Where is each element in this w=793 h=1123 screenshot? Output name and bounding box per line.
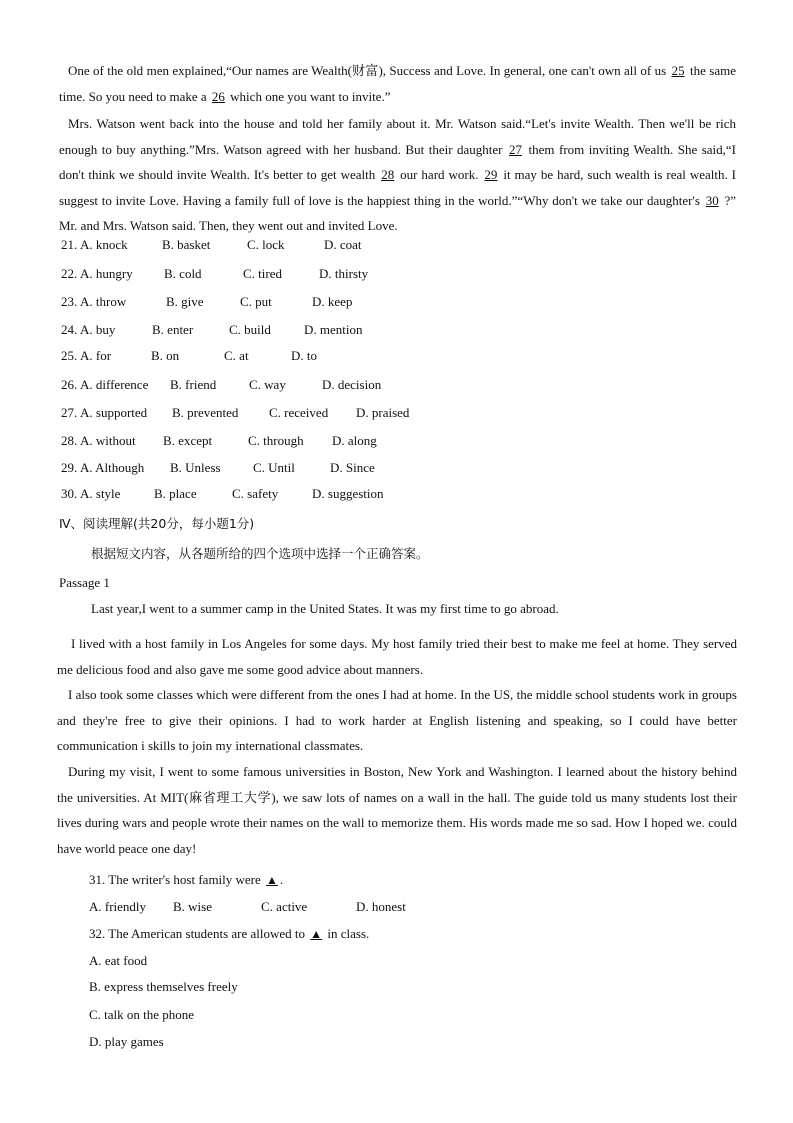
question-number: 29. bbox=[61, 460, 78, 475]
option-c[interactable]: C. way bbox=[249, 377, 286, 392]
section-heading: Ⅳ、阅读理解(共20分，每小题1分) bbox=[59, 516, 255, 531]
option-d[interactable]: D. Since bbox=[330, 460, 375, 475]
option-a[interactable]: A. eat food bbox=[89, 953, 148, 968]
option-d[interactable]: D. decision bbox=[322, 377, 382, 392]
option-a[interactable]: A. difference bbox=[80, 377, 149, 392]
option-a[interactable]: A. buy bbox=[80, 322, 116, 337]
passage-label: Passage 1 bbox=[59, 575, 110, 590]
question-number: 25. bbox=[61, 348, 78, 363]
option-a[interactable]: A. knock bbox=[80, 237, 128, 252]
option-c[interactable]: C. lock bbox=[247, 237, 285, 252]
question-text: 32. The American students are allowed to bbox=[89, 926, 306, 941]
question-32-stem bbox=[89, 924, 369, 944]
option-c[interactable]: C. put bbox=[240, 294, 272, 309]
option-c[interactable]: C. active bbox=[261, 899, 308, 914]
option-d[interactable]: D. coat bbox=[324, 237, 362, 252]
option-d[interactable]: D. to bbox=[291, 348, 317, 363]
blank-27: 27 bbox=[509, 141, 523, 157]
blank-26: 26 bbox=[211, 88, 225, 104]
cloze-text: it may be hard, such wealth is real wealth. I suggest to invite Love. Having a family full of love is the happiest thing in the world.”“Why don't we take our daughter's bbox=[59, 167, 737, 208]
option-c[interactable]: C. received bbox=[269, 405, 329, 420]
passage-paragraph-1: Last year,I went to a summer camp in the United States. It was my first time to go abroad. bbox=[91, 601, 559, 616]
question-text: . bbox=[279, 872, 284, 887]
option-a[interactable]: A. throw bbox=[80, 294, 127, 309]
option-b[interactable]: B. on bbox=[151, 348, 180, 363]
option-a[interactable]: A. Although bbox=[80, 460, 145, 475]
option-d[interactable]: D. play games bbox=[89, 1034, 164, 1049]
blank-28: 28 bbox=[381, 167, 395, 182]
option-c[interactable]: C. talk on the phone bbox=[89, 1007, 195, 1022]
option-b[interactable]: B. give bbox=[166, 294, 204, 309]
question-number: 27. bbox=[61, 405, 78, 420]
answer-blank-marker: ▲ bbox=[266, 873, 278, 887]
cloze-paragraph-2 bbox=[59, 111, 736, 239]
option-d[interactable]: D. suggestion bbox=[312, 486, 384, 501]
question-number: 23. bbox=[61, 294, 78, 309]
option-b[interactable]: B. wise bbox=[173, 899, 212, 914]
cloze-text: the same time. So you need to make a bbox=[59, 63, 737, 104]
passage-paragraph-4: During my visit, I went to some famous universities in Boston, New York and Washington. I learned about the history behind the universities. At MIT(麻省理工大学), we saw lots of names on a wall in the hall. The guide told us many students lost their lives during wars and people wrote their names on the wall to memorize them. His words made me so sad. How I hoped we. could have world peace one day! bbox=[57, 764, 737, 856]
option-b[interactable]: B. except bbox=[163, 433, 213, 448]
option-a[interactable]: A. style bbox=[80, 486, 121, 501]
option-c[interactable]: C. tired bbox=[243, 266, 282, 281]
question-number: 26. bbox=[61, 377, 78, 392]
question-number: 22. bbox=[61, 266, 78, 281]
cloze-text: them from inviting Wealth. She said,“I don't think we should invite Wealth. It's better to get wealth bbox=[59, 141, 737, 182]
cloze-text: Mrs. Watson went back into the house and told her family about it. Mr. Watson said.“Let's invite Wealth. Then we'll be rich enough to buy anything.”Mrs. Watson agreed with her husband. But their daughter bbox=[59, 116, 736, 157]
question-number: 28. bbox=[61, 433, 78, 448]
passage-paragraph-3: I also took some classes which were different from the ones I had at home. In the US, the middle school students work in groups and they're free to give their opinions. I had to work harder at English listening and speaking, so I could have better communication i skills to join my international classmates. bbox=[57, 687, 737, 753]
option-b[interactable]: B. prevented bbox=[172, 405, 239, 420]
option-b[interactable]: B. friend bbox=[170, 377, 217, 392]
option-b[interactable]: B. cold bbox=[164, 266, 202, 281]
option-a[interactable]: A. without bbox=[80, 433, 136, 448]
question-31-stem bbox=[89, 870, 283, 890]
option-c[interactable]: C. Until bbox=[253, 460, 295, 475]
option-b[interactable]: B. place bbox=[154, 486, 197, 501]
option-b[interactable]: B. express themselves freely bbox=[89, 979, 238, 994]
option-d[interactable]: D. along bbox=[332, 433, 377, 448]
blank-29: 29 bbox=[484, 167, 498, 182]
option-b[interactable]: B. Unless bbox=[170, 460, 221, 475]
option-d[interactable]: D. honest bbox=[356, 899, 406, 914]
passage-paragraph-2: I lived with a host family in Los Angeles for some days. My host family tried their best to make me feel at home. They served me delicious food and also gave me some good advice about manners. bbox=[57, 636, 737, 677]
question-text: in class. bbox=[327, 926, 370, 941]
option-a[interactable]: A. hungry bbox=[80, 266, 133, 281]
option-d[interactable]: D. keep bbox=[312, 294, 353, 309]
option-a[interactable]: A. friendly bbox=[89, 899, 147, 914]
option-b[interactable]: B. basket bbox=[162, 237, 211, 252]
answer-blank-marker: ▲ bbox=[310, 927, 323, 941]
option-d[interactable]: D. thirsty bbox=[319, 266, 369, 281]
blank-30: 30 bbox=[705, 192, 719, 208]
option-c[interactable]: C. safety bbox=[232, 486, 279, 501]
option-d[interactable]: D. praised bbox=[356, 405, 410, 420]
blank-25: 25 bbox=[671, 63, 685, 78]
question-number: 21. bbox=[61, 237, 78, 252]
option-a[interactable]: A. supported bbox=[80, 405, 148, 420]
cloze-paragraph-1 bbox=[59, 58, 736, 109]
option-a[interactable]: A. for bbox=[80, 348, 112, 363]
option-c[interactable]: C. build bbox=[229, 322, 271, 337]
cloze-text: ?” Mr. and Mrs. Watson said. Then, they went out and invited Love. bbox=[59, 192, 737, 233]
question-text: 31. The writer's host family were bbox=[89, 872, 261, 887]
cloze-text: One of the old men explained,“Our names are Wealth(财富), Success and Love. In general, one can't own all of us bbox=[68, 63, 667, 78]
cloze-text: our hard work. bbox=[400, 167, 479, 182]
option-c[interactable]: C. through bbox=[248, 433, 304, 448]
option-b[interactable]: B. enter bbox=[152, 322, 194, 337]
cloze-text: which one you want to invite.” bbox=[230, 88, 391, 104]
section-instruction: 根据短文内容，从各题所给的四个选项中选择一个正确答案。 bbox=[91, 546, 429, 561]
option-c[interactable]: C. at bbox=[224, 348, 249, 363]
question-number: 30. bbox=[61, 486, 78, 501]
question-number: 24. bbox=[61, 322, 78, 337]
option-d[interactable]: D. mention bbox=[304, 322, 363, 337]
